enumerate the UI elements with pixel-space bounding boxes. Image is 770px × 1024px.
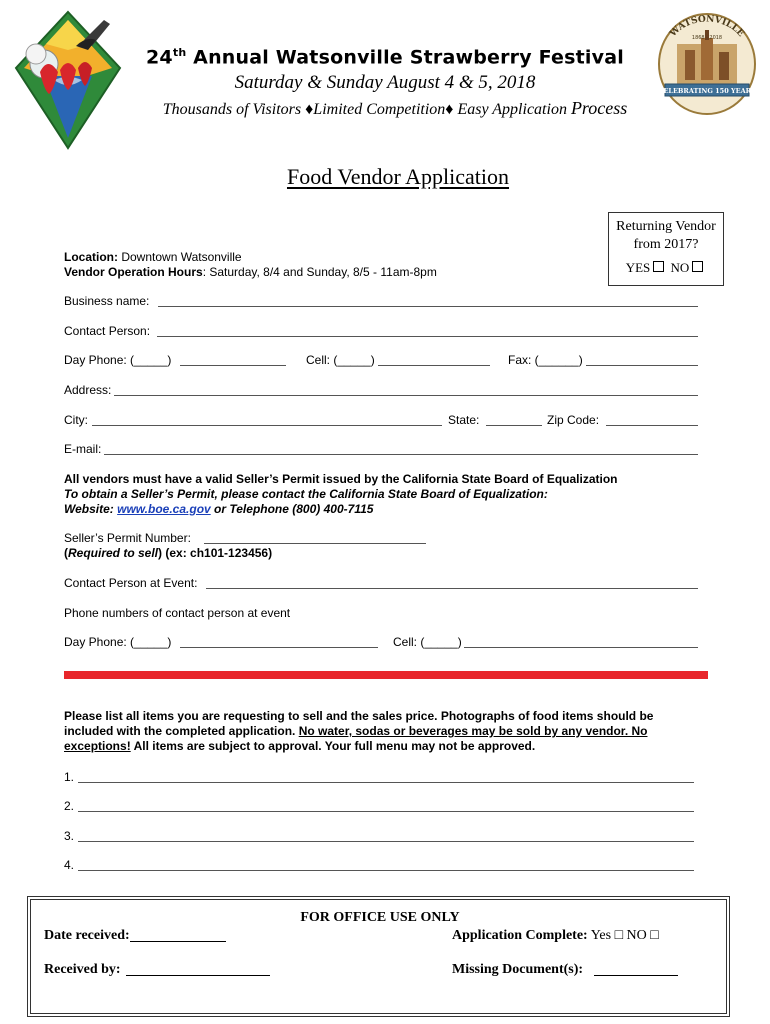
returning-vendor-box [608, 212, 724, 286]
state-label: State: [448, 413, 480, 427]
city-label: City: [64, 413, 88, 427]
date-received-field[interactable] [130, 929, 226, 942]
cell-label: Cell: (_____) [306, 353, 375, 367]
event-contact-label: Contact Person at Event: [64, 576, 198, 590]
no-checkbox[interactable] [692, 261, 703, 272]
state-field[interactable] [486, 413, 542, 426]
cell-field[interactable] [378, 353, 490, 366]
event-phone-heading: Phone numbers of contact person at event [64, 606, 291, 620]
event-day-phone-field[interactable] [180, 635, 378, 648]
item-label-3: 3. [64, 829, 75, 843]
location-line: Location: Downtown Watsonville [64, 250, 242, 264]
fax-label: Fax: (______) [508, 353, 583, 367]
item-field-3[interactable] [78, 829, 694, 842]
event-cell-label: Cell: (_____) [393, 635, 462, 649]
day-phone-field[interactable] [180, 353, 286, 366]
item-label-4: 4. [64, 858, 75, 872]
permit-number-label: Seller’s Permit Number: [64, 531, 191, 545]
item-field-1[interactable] [78, 770, 694, 783]
permit-website-line: Website: www.boe.ca.gov or Telephone (800) 400-7115 [64, 502, 374, 516]
item-field-2[interactable] [78, 799, 694, 812]
address-field[interactable] [114, 383, 698, 396]
festival-title: 24th Annual Watsonville Strawberry Festival [146, 46, 624, 69]
festival-tagline: Thousands of Visitors ♦Limited Competition♦ Easy Application Process [162, 98, 628, 118]
missing-documents-field[interactable] [594, 963, 678, 976]
office-use-heading: FOR OFFICE USE ONLY [300, 910, 460, 925]
address-label: Address: [64, 383, 112, 397]
missing-documents-label: Missing Document(s): [452, 962, 584, 977]
email-label: E-mail: [64, 442, 102, 456]
festival-dates: Saturday & Sunday August 4 & 5, 2018 [234, 72, 536, 93]
permit-contact-instructions: To obtain a Seller’s Permit, please contact the California State Board of Equalization: [64, 487, 548, 501]
email-field[interactable] [104, 442, 698, 455]
received-by-field[interactable] [126, 963, 270, 976]
contact-person-label: Contact Person: [64, 324, 151, 338]
item-label-2: 2. [64, 799, 75, 813]
received-by-label: Received by: [44, 962, 121, 977]
returning-vendor-label: Returning Vendor [616, 219, 716, 234]
boe-website-link[interactable]: www.boe.ca.gov [117, 502, 211, 516]
yes-label: YES [625, 260, 651, 275]
right-logo-top-text: WATSONVILLE [668, 14, 746, 40]
permit-number-field[interactable] [204, 531, 426, 544]
no-label: NO [670, 260, 690, 275]
yes-checkbox[interactable] [653, 261, 664, 272]
section-divider [64, 671, 708, 679]
page-title: Food Vendor Application [286, 164, 510, 189]
application-complete: Application Complete: Yes □ NO □ [452, 928, 659, 943]
day-phone-label: Day Phone: (_____) [64, 353, 172, 367]
menu-items-notice: Please list all items you are requesting to sell and the sales price. Photographs of food items should be included with the completed application. No water, sodas or beverages may be sold by any vendor. No exceptions! All items are subject to approval. Your full menu may not be approved. [64, 709, 654, 753]
zip-label: Zip Code: [547, 413, 600, 427]
hours-line: Vendor Operation Hours: Saturday, 8/4 and Sunday, 8/5 - 11am-8pm [64, 265, 437, 279]
business-name-label: Business name: [64, 294, 150, 308]
permit-requirement: All vendors must have a valid Seller’s Permit issued by the California State Board of Equalization [64, 472, 618, 486]
right-logo-years: 1868 · 2018 [691, 35, 723, 41]
fax-field[interactable] [586, 353, 698, 366]
business-name-field[interactable] [158, 294, 698, 307]
right-logo-banner: CELEBRATING 150 YEARS [658, 87, 756, 95]
city-field[interactable] [92, 413, 442, 426]
event-contact-field[interactable] [206, 576, 698, 589]
returning-vendor-year: from 2017? [633, 237, 699, 252]
permit-required-note: (Required to sell) (ex: ch101-123456) [64, 546, 273, 560]
event-cell-field[interactable] [464, 635, 698, 648]
item-field-4[interactable] [78, 858, 694, 871]
item-label-1: 1. [64, 770, 75, 784]
date-received-label: Date received: [44, 928, 130, 943]
event-day-phone-label: Day Phone: (_____) [64, 635, 172, 649]
zip-field[interactable] [606, 413, 698, 426]
contact-person-field[interactable] [157, 324, 698, 337]
